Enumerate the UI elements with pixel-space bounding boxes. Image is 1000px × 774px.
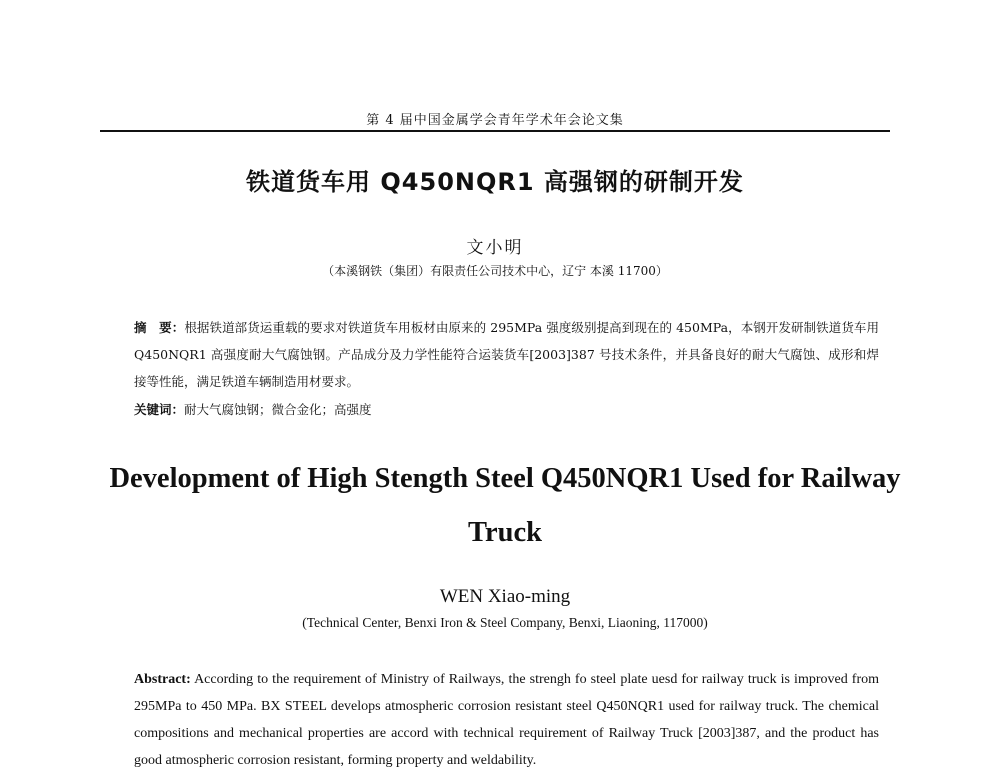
header-rule <box>100 130 890 132</box>
english-abstract-text: According to the requirement of Ministry of Railways, the strengh fo steel plate uesd for railway truck is improved from 295MPa to 450 MPa. BX STEEL develops atmospheric corrosion resistant steel Q450NQR1 used for railway truck. The chemical compositions and mechanical properties are accord with technical requirement of Railway Truck [2003]387, and the product has good atmospheric corrosion resistant, forming property and weldability. <box>134 672 879 768</box>
english-author: WEN Xiao-ming <box>439 586 571 607</box>
running-header: 第 4 届中国金属学会青年学术年会论文集 <box>366 113 624 128</box>
chinese-author: 文小明 <box>466 238 524 258</box>
english-abstract-label: Abstract: <box>134 672 191 687</box>
chinese-abstract-text: 根据铁道部货运重载的要求对铁道货车用板材由原来的 295MPa 强度级别提高到现在的 450MPa，本钢开发研制铁道货车用 Q450NQR1 高强度耐大气腐蚀钢。产品成分及力学性能符合运装货车[2003]387 号技术条件，并具备良好的耐大气腐蚀、成形和焊接等性能，满足铁道车辆制造用材要求。 <box>134 320 879 389</box>
chinese-keywords <box>134 396 879 423</box>
chinese-abstract <box>134 314 879 395</box>
english-affiliation: (Technical Center, Benxi Iron & Steel Company, Benxi, Liaoning, 117000) <box>302 615 708 630</box>
chinese-abstract-label: 摘 要： <box>134 320 185 335</box>
english-title: Development of High Stength Steel Q450NQR1 Used for Railway Truck <box>109 463 901 548</box>
chinese-title: 铁道货车用 Q450NQR1 高强钢的研制开发 <box>246 168 744 196</box>
chinese-keywords-label: 关键词： <box>134 402 185 417</box>
chinese-affiliation: （本溪钢铁（集团）有限责任公司技术中心，辽宁 本溪 11700） <box>322 264 668 278</box>
english-abstract <box>134 666 879 774</box>
chinese-keywords-text: 耐大气腐蚀钢；微合金化；高强度 <box>184 402 372 417</box>
